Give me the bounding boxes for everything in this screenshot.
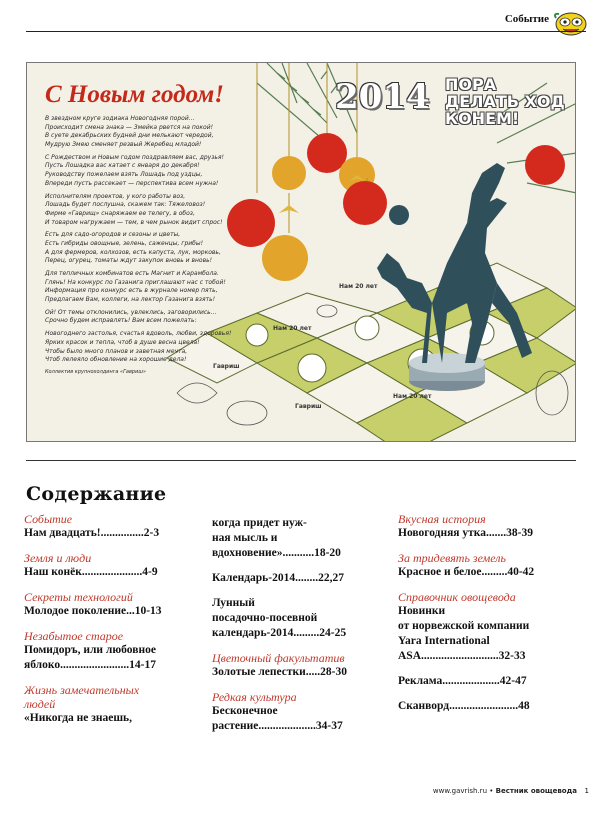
page-footer [433,787,577,795]
poem [45,115,255,380]
toc-entry[interactable]: Новогодняя утка.......38-39 [398,527,533,539]
poem-stanza: Для тепличных комбинатов есть Магнит и Карамбола. Глянь! На конкурс по Газанига приглашают нас с тобой! Информация про конкурс есть в журнале номер пять, Предлагаем Вам, коллеги, на лектор Газанига взять! [45,270,226,304]
toc-entry[interactable]: Лунный посадочно-посевной календарь-2014.........24-25 [212,597,347,639]
toc-section: Земля и люди [24,551,92,565]
toc-section: Секреты технологий [24,590,133,604]
tile-brand: Гавриш [213,363,240,370]
toc-section: Событие [24,512,73,526]
toc-section: Жизнь замечательных людей [24,683,140,711]
tile-brand: Гавриш [295,403,322,410]
toc-entry[interactable]: Наш конёк.....................4-9 [24,566,158,578]
toc-column-2 [212,516,386,734]
section-divider [26,460,576,461]
poem-stanza: В звездном круге зодиака Новогодняя порой… Происходит смена знака — Змейка рвется на покой! В суете декабрьских будней дни мелькают чередой, Мудрую Змею сменяет резвый Жеребец младой! [45,115,214,149]
cover-year: 2014 [335,77,430,117]
toc-section: Редкая культура [212,690,297,704]
toc-section: Незабытое старое [24,629,124,643]
page-number: 1 [584,787,589,795]
toc-entry[interactable]: Нам двадцать!...............2-3 [24,527,160,539]
toc-entry[interactable]: Сканворд........................48 [398,700,530,712]
toc-entry[interactable]: Красное и белое.........40-42 [398,566,535,578]
footer-bullet: • [489,787,494,795]
toc-section: Цветочный факультатив [212,651,345,665]
toc-section: За тридевять земель [398,551,506,565]
footer-site[interactable]: www.gavrish.ru [432,787,488,795]
toc-entry[interactable]: Молодое поколение...10-13 [24,605,162,617]
footer-journal: Вестник овощевода [495,787,577,795]
poem-signature: Коллектив крупнохолдинга «Гавриш» [45,368,146,375]
toc-column-3 [398,512,576,714]
tile-label: Нам 20 лет [393,393,432,400]
poem-stanza: Есть для садо-огородов и сезоны и цветы, Есть гибриды овощные, зелень, саженцы, грибы! А для фермеров, колхозов, есть капуста, лук, морковь, Перец, огурец, томаты ждут закупок вновь и вновь! [45,231,221,265]
toc-column-1 [24,512,200,726]
toc-entry[interactable]: Бесконечное растение....................34-37 [212,705,343,732]
toc-entry[interactable]: Новинки от норвежской компании Yara International ASA...........................32-33 [398,605,530,662]
toc-entry[interactable]: Календарь-2014........22,27 [212,572,344,584]
poem-stanza: Новогоднего застолья, счастья вдоволь, любви, здоровья! Ярких красок и тепла, чтоб в душе весна цвела! Чтобы было много планов и заветная мечта, Чтоб лелеяло обновление на хорошие дела! [45,330,232,364]
poem-stanza: Ой! От темы отклонились, увлеклись, заговорились… Срочно будем исправлять! Вам всем пожелать: [45,308,217,325]
tile-label: Нам 20 лет [339,283,378,290]
toc-title: Содержание [26,483,167,505]
toc-section: Вкусная история [398,512,486,526]
toc-section: Справочник овощевода [398,590,516,604]
cover-headline: ПОРА ДЕЛАТЬ ХОД КОНЕМ! [445,75,565,128]
section-header-label: Событие [504,13,549,25]
toc-entry[interactable]: «Никогда не знаешь, [24,712,133,724]
toc-entry[interactable]: Помидоръ, или любовное яблоко........................14-17 [24,644,156,671]
cover-greeting: С Новым годом! [45,81,224,108]
poem-stanza: С Рождеством и Новым годом поздравляем вас, друзья! Пусть Лошадка вас катает с января до декабря! Руководству пожелаем взять Лошадь под уздцы, Впереди пусть рассекает — перспектива всем нужна! [45,153,224,187]
toc-entry[interactable]: Золотые лепестки.....28-30 [212,666,347,678]
toc-entry[interactable]: когда придет нуж- ная мысль и вдохновение»...........18-20 [212,517,341,559]
header-rule [26,31,586,32]
tile-label: Нам 20 лет [273,325,312,332]
toc-entry[interactable]: Реклама....................42-47 [398,675,527,687]
poem-stanza: Исполнителям проектов, у кого работы воз, Лошадь будет послушна, скажем так: Тяжеловоз! Фирме «Гаврищ» снаряжаем ее телегу, в обоз, И товаром нагружаем — тем, в чем рынок видит спрос! [45,192,223,226]
cover-image [26,62,576,442]
smiley-logo-icon [551,9,591,39]
